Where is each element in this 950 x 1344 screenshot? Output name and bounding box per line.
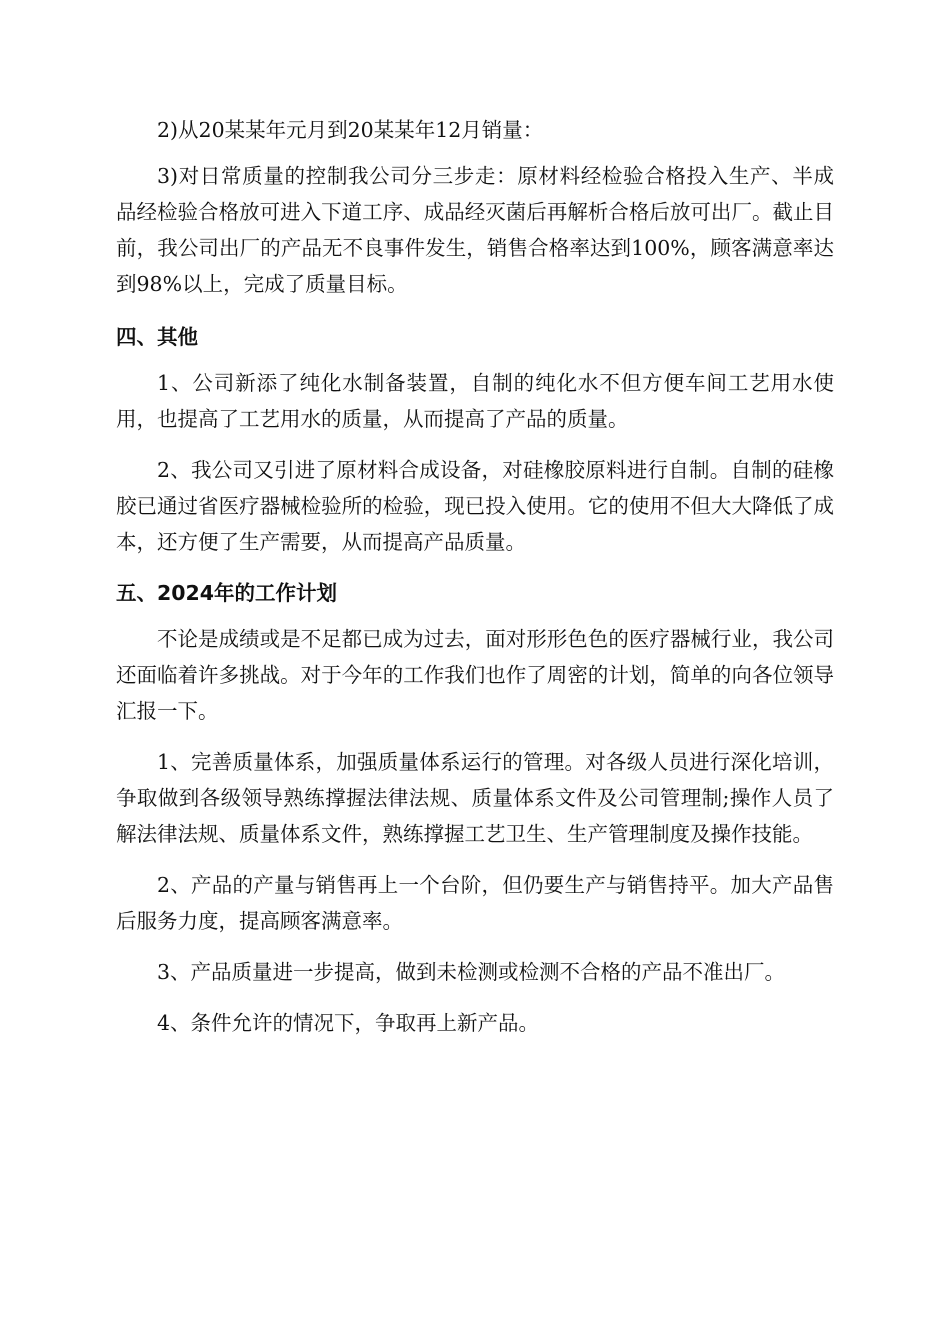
paragraph-plan-intro: 不论是成绩或是不足都已成为过去，面对形形色色的医疗器械行业，我公司还面临着许多挑战。对于今年的工作我们也作了周密的计划，简单的向各位领导汇报一下。 bbox=[116, 627, 834, 723]
paragraph-quality-control: 3)对日常质量的控制我公司分三步走：原材料经检验合格投入生产、半成品经检验合格放可进入下道工序、成品经灭菌后再解析合格后放可出厂。截止目前，我公司出厂的产品无不良事件发生，销售合格率达到100%，顾客满意率达到98%以上，完成了质量目标。 bbox=[116, 164, 834, 296]
section-heading-other: 四、其他 bbox=[116, 325, 198, 349]
document-body bbox=[116, 112, 834, 1041]
paragraph-sales-period: 2)从20某某年元月到20某某年12月销量： bbox=[157, 118, 544, 142]
section-heading-work-plan: 五、2024年的工作计划 bbox=[116, 581, 338, 605]
paragraph-plan-item-2: 2、产品的产量与销售再上一个台阶，但仍要生产与销售持平。加大产品售后服务力度，提高顾客满意率。 bbox=[116, 873, 834, 933]
paragraph-plan-item-4: 4、条件允许的情况下，争取再上新产品。 bbox=[157, 1011, 540, 1035]
paragraph-purified-water: 1、公司新添了纯化水制备装置，自制的纯化水不但方便车间工艺用水使用，也提高了工艺用水的质量，从而提高了产品的质量。 bbox=[116, 371, 834, 431]
paragraph-plan-item-3: 3、产品质量进一步提高，做到未检测或检测不合格的产品不准出厂。 bbox=[157, 960, 786, 984]
paragraph-plan-item-1: 1、完善质量体系，加强质量体系运行的管理。对各级人员进行深化培训，争取做到各级领导熟练撑握法律法规、质量体系文件及公司管理制;操作人员了解法律法规、质量体系文件，熟练撑握工艺卫生、生产管理制度及操作技能。 bbox=[116, 750, 834, 846]
paragraph-silicone-rubber: 2、我公司又引进了原材料合成设备，对硅橡胶原料进行自制。自制的硅橡胶已通过省医疗器械检验所的检验，现已投入使用。它的使用不但大大降低了成本，还方便了生产需要，从而提高产品质量。 bbox=[116, 458, 834, 554]
